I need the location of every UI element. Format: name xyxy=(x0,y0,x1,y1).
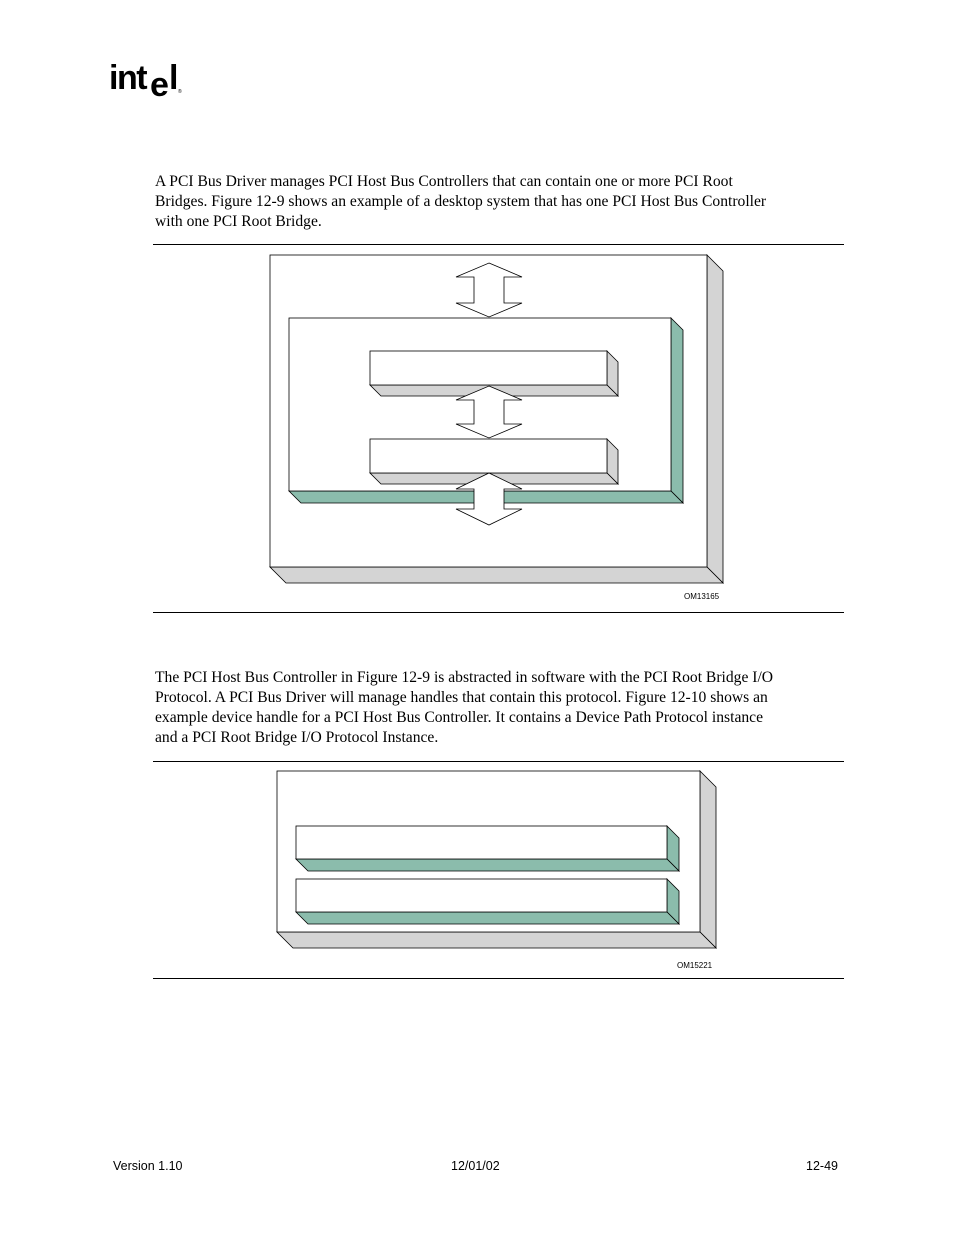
intro-paragraph xyxy=(155,172,845,232)
handle-box-right-shade xyxy=(700,771,716,948)
inner-bar-bottom xyxy=(370,439,607,473)
figure-bottom-rule xyxy=(153,612,844,613)
body-paragraph xyxy=(155,668,845,748)
paragraph-line: The PCI Host Bus Controller in Figure 12-9 is abstracted in software with the PCI Root Bridge I/O xyxy=(155,669,774,686)
paragraph-line: and a PCI Root Bridge I/O Protocol Instance. xyxy=(155,729,439,746)
paragraph-line: A PCI Bus Driver manages PCI Host Bus Controllers that can contain one or more PCI Root xyxy=(155,173,733,190)
logo-text-l: l xyxy=(169,59,179,97)
paragraph-line: Protocol. A PCI Bus Driver will manage handles that contain this protocol. Figure 12-10 shows an xyxy=(155,689,768,706)
inner-bar-top xyxy=(370,351,607,385)
figure-id-label: OM15221 xyxy=(677,961,713,970)
protocol-bar-1-bottom-shade xyxy=(296,859,679,871)
controller-box-right-shade xyxy=(671,318,683,503)
outer-box-bottom-shade xyxy=(270,567,723,583)
footer-date: 12/01/02 xyxy=(451,1159,500,1173)
outer-box-right-shade xyxy=(707,255,723,583)
footer-version: Version 1.10 xyxy=(113,1159,183,1173)
protocol-bar-2 xyxy=(296,879,667,912)
figure-id-label: OM13165 xyxy=(684,592,720,601)
protocol-bar-2-bottom-shade xyxy=(296,912,679,924)
logo-text-e: e xyxy=(150,66,169,104)
logo-text: int xyxy=(109,59,147,97)
footer-page-number: 12-49 xyxy=(806,1159,838,1173)
protocol-bar-1 xyxy=(296,826,667,859)
paragraph-line: with one PCI Root Bridge. xyxy=(155,213,322,230)
paragraph-line: example device handle for a PCI Host Bus Controller. It contains a Device Path Protocol instance xyxy=(155,709,764,726)
figure-bottom-rule xyxy=(153,978,844,979)
handle-box-bottom-shade xyxy=(277,932,716,948)
paragraph-line: Bridges. Figure 12-9 shows an example of a desktop system that has one PCI Host Bus Controller xyxy=(155,193,767,210)
intel-logo xyxy=(108,56,188,104)
figure-12-10-diagram xyxy=(0,761,954,979)
logo-registered-mark: ® xyxy=(178,89,182,95)
figure-12-9-diagram xyxy=(0,244,954,612)
